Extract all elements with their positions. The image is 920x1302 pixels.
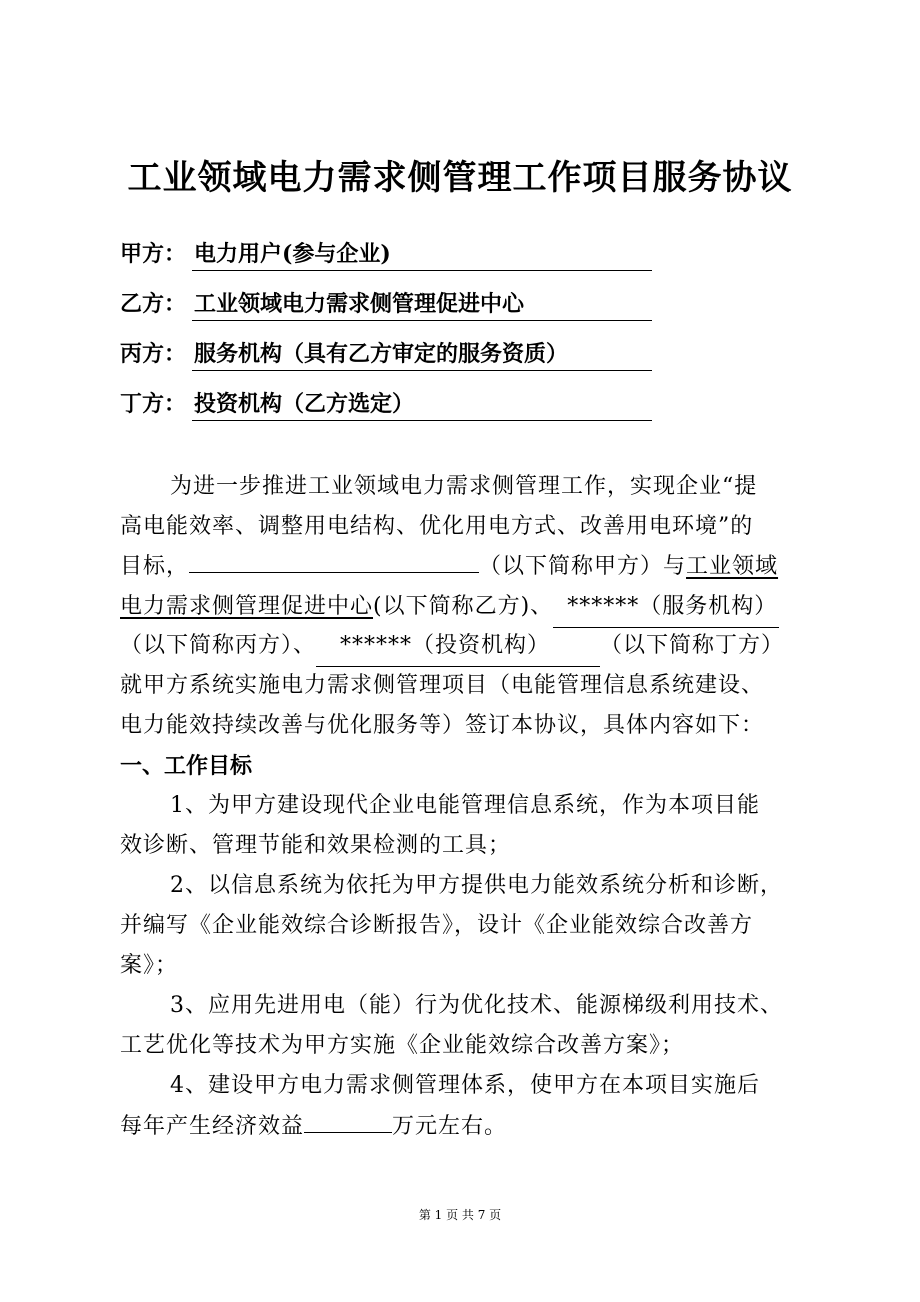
party-d <box>120 388 652 424</box>
item-2-line-2: 并编写《企业能效综合诊断报告》，设计《企业能效综合改善方 <box>120 913 754 938</box>
section-heading: 一、工作目标 <box>120 753 253 779</box>
party-d-value: 投资机构（乙方选定） <box>192 388 652 421</box>
intro-line-5-a: （以下简称丙方）、 <box>120 633 317 658</box>
intro-line-2: 高电能效率、调整用电结构、优化用电方式、改善用电环境”的 <box>120 514 754 539</box>
item-1-line-2: 效诊断、管理节能和效果检测的工具； <box>120 833 512 858</box>
item-4-line-2-a: 每年产生经济效益 <box>120 1114 305 1139</box>
item-2-line-3: 案》； <box>120 953 179 978</box>
benefit-amount-blank <box>304 1106 392 1133</box>
party-a-label: 甲方： <box>120 241 187 267</box>
item-4-line-1: 4、建设甲方电力需求侧管理体系，使甲方在本项目实施后 <box>170 1073 760 1098</box>
intro-line-4-a: 电力需求侧管理促进中心 <box>120 594 374 619</box>
intro-line-3-a: 目标， <box>120 554 190 579</box>
party-d-label: 丁方： <box>120 391 187 417</box>
item-3-line-1: 3、应用先进用电（能）行为优化技术、能源梯级利用技术、 <box>170 993 783 1018</box>
investment-org-field: ******（投资机构） <box>316 626 600 667</box>
intro-line-3-c: 工业领域 <box>686 554 779 579</box>
party-c <box>120 338 652 374</box>
party-a-name-blank <box>189 546 479 573</box>
item-3-line-2: 工艺优化等技术为甲方实施《企业能效综合改善方案》； <box>120 1033 685 1058</box>
item-1-line-1: 1、为甲方建设现代企业电能管理信息系统，作为本项目能 <box>170 793 760 818</box>
intro-line-5-c: （以下简称丁方） <box>600 633 785 658</box>
intro-line-3-b: （以下简称甲方）与 <box>479 554 687 579</box>
party-b-label: 乙方： <box>120 291 187 317</box>
intro-line-6: 就甲方系统实施电力需求侧管理项目（电能管理信息系统建设、 <box>120 673 765 698</box>
party-a <box>120 238 652 274</box>
item-4-line-2-b: 万元左右。 <box>392 1114 508 1139</box>
intro-line-4-b: (以下简称乙方)、 <box>373 594 554 619</box>
party-b <box>120 288 652 324</box>
item-4-line-2 <box>120 1106 810 1147</box>
intro-line-1: 为进一步推进工业领域电力需求侧管理工作，实现企业“提 <box>170 474 758 499</box>
document-title: 工业领域电力需求侧管理工作项目服务协议 <box>127 158 793 198</box>
page-footer: 第 1 页 共 7 页 <box>418 1208 502 1222</box>
party-a-value: 电力用户(参与企业) <box>192 238 652 271</box>
party-b-value: 工业领域电力需求侧管理促进中心 <box>192 288 652 321</box>
intro-line-7: 电力能效持续改善与优化服务等）签订本协议，具体内容如下： <box>120 713 765 738</box>
intro-line-5 <box>120 626 810 667</box>
intro-line-3 <box>120 546 810 587</box>
party-c-label: 丙方： <box>120 341 187 367</box>
item-2-line-1: 2、以信息系统为依托为甲方提供电力能效系统分析和诊断， <box>170 873 783 898</box>
party-c-value: 服务机构（具有乙方审定的服务资质） <box>192 338 652 371</box>
service-org-field: ******（服务机构） <box>553 587 779 628</box>
intro-line-4 <box>120 587 810 628</box>
